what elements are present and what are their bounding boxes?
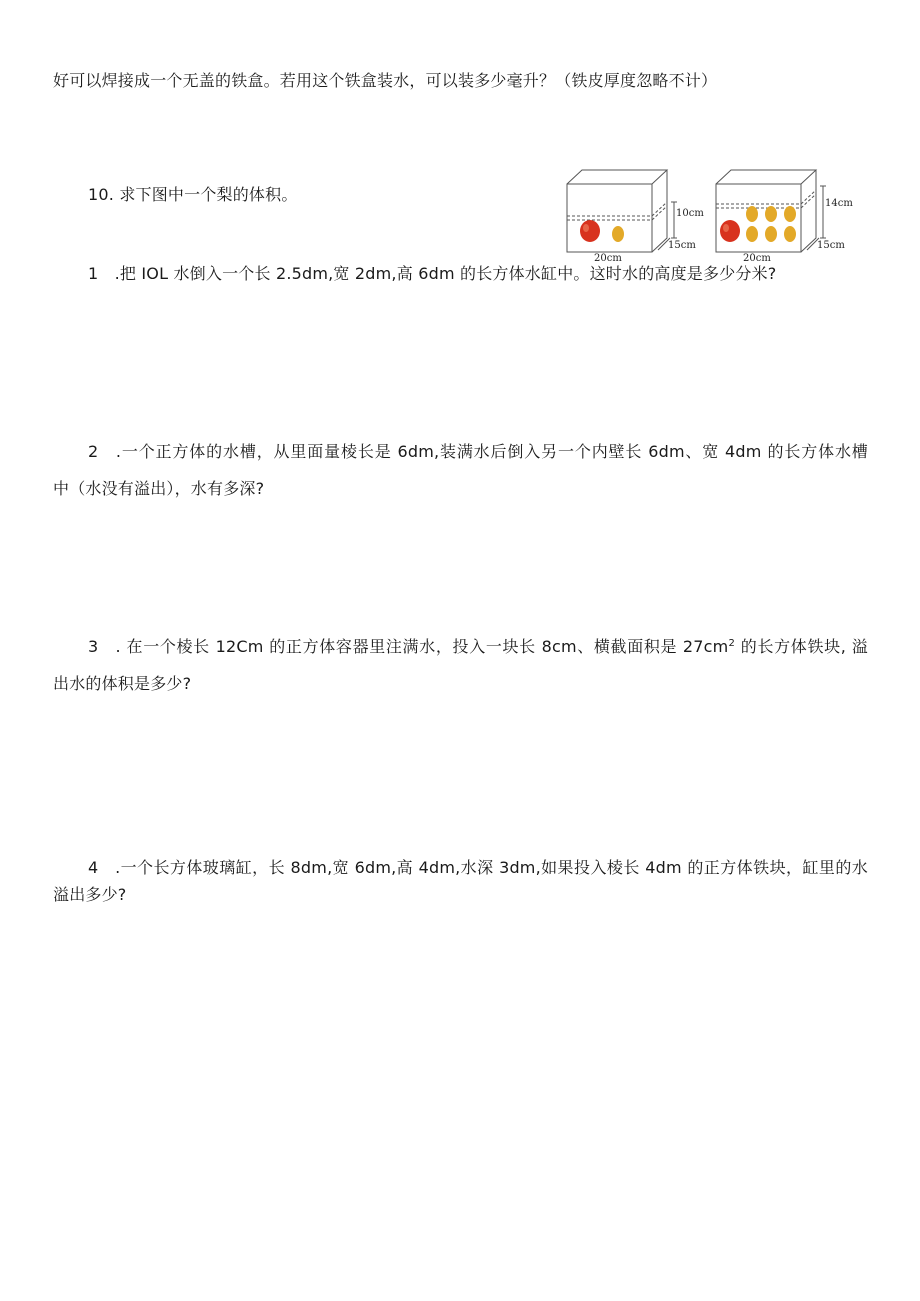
pear-icon xyxy=(746,206,758,222)
pears-group xyxy=(746,206,796,242)
pear-icon xyxy=(784,226,796,242)
left-tank-top xyxy=(567,170,667,184)
pear-icon xyxy=(746,226,758,242)
question-3-text-a: 3 . 在一个棱长 12Cm 的正方体容器里注满水，投入一块长 8cm、横截面积是 27cm xyxy=(88,637,729,656)
left-width-label: 20cm xyxy=(594,253,622,262)
right-width-label: 20cm xyxy=(743,253,771,262)
apple-icon xyxy=(580,220,600,242)
right-depth-label: 15cm xyxy=(817,240,845,251)
squared-superscript: 2 xyxy=(728,638,736,649)
question-intro-tail: 好可以焊接成一个无盖的铁盒。若用这个铁盒装水，可以装多少毫升？（铁皮厚度忽略不计） xyxy=(53,71,718,90)
right-height-label: 14cm xyxy=(825,198,853,209)
figure-svg xyxy=(562,166,862,262)
question-2-line-1: 2 .一个正方体的水槽，从里面量棱长是 6dm,装满水后倒入另一个内壁长 6dm、宽 4dm 的长方体水槽 xyxy=(88,442,868,461)
question-4-line-1: 4 .一个长方体玻璃缸，长 8dm,宽 6dm,高 4dm,水深 3dm,如果投入棱长 4dm 的正方体铁块，缸里的水 xyxy=(88,858,868,877)
left-tank-front xyxy=(567,184,652,252)
left-height-label: 10cm xyxy=(676,208,704,219)
question-3-text-b: 的长方体铁块, 溢 xyxy=(735,637,868,656)
left-depth-label: 15cm xyxy=(668,240,696,251)
question-2-line-2: 中（水没有溢出），水有多深? xyxy=(53,479,265,498)
right-tank-top xyxy=(716,170,816,184)
pear-icon xyxy=(765,206,777,222)
question-4-line-2: 溢出多少? xyxy=(53,885,127,904)
pear-volume-figure xyxy=(562,166,862,262)
question-10: 10. 求下图中一个梨的体积。 xyxy=(88,185,298,204)
question-3-line-2: 出水的体积是多少? xyxy=(53,674,192,693)
pear-icon xyxy=(784,206,796,222)
pear-icon xyxy=(765,226,777,242)
question-3-line-1 xyxy=(88,636,868,658)
question-1: 1 .把 IOL 水倒入一个长 2.5dm,宽 2dm,高 6dm 的长方体水缸中。这时水的高度是多少分米? xyxy=(88,264,777,283)
pear-icon xyxy=(612,226,624,242)
apple-icon xyxy=(720,220,740,242)
